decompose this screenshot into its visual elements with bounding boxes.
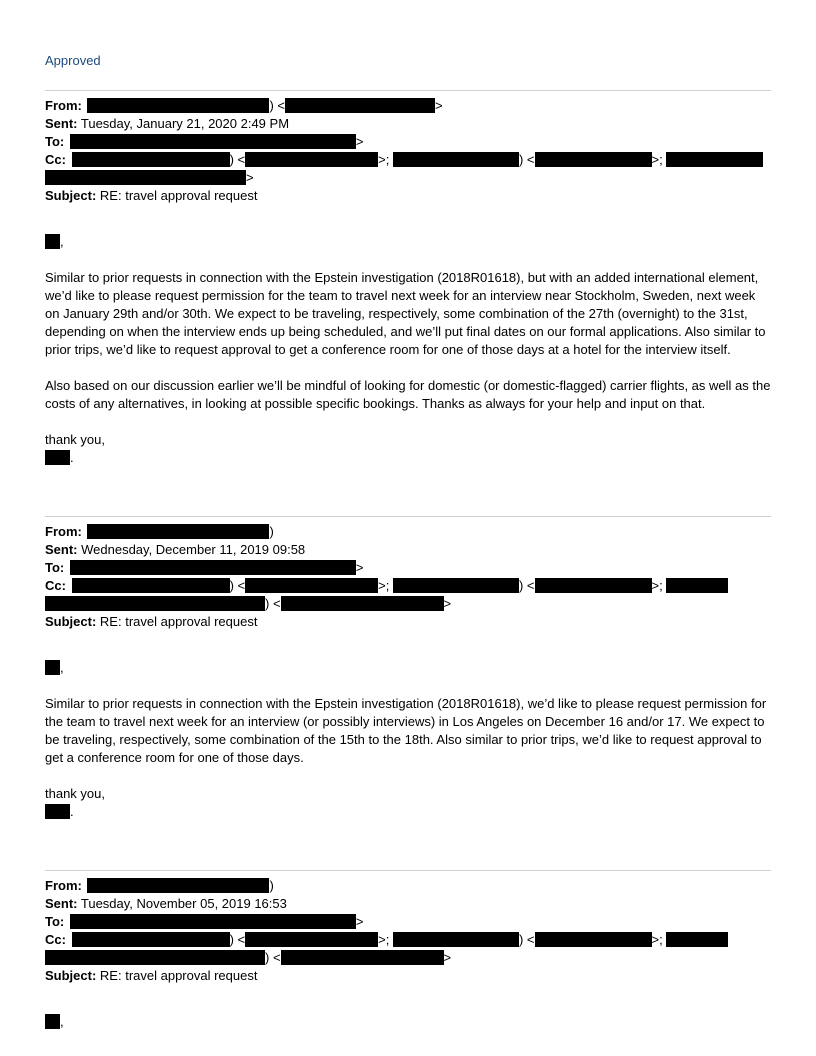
to-label: To: — [45, 914, 65, 929]
body-paragraph: Also based on our discussion earlier we’ll be mindful of looking for domestic (or domestic-flagged) carrier flights, as well as the costs of any alternatives, in looking at possible specific bookings. Thanks as always for your help and input on that. — [45, 378, 771, 411]
to-line — [45, 133, 771, 151]
redaction-block — [393, 152, 519, 167]
to-line — [45, 559, 771, 577]
punctuation: > — [355, 134, 364, 149]
redaction-block — [87, 878, 269, 893]
subject-text: RE: travel approval request — [99, 614, 258, 629]
greeting — [45, 233, 771, 251]
redaction-block — [45, 950, 265, 965]
redaction-block — [535, 932, 652, 947]
redaction-block — [72, 152, 230, 167]
redaction-block — [393, 578, 519, 593]
punctuation: > — [443, 596, 452, 611]
punctuation: >; — [378, 152, 390, 167]
punctuation: > — [355, 914, 364, 929]
signature — [45, 803, 771, 821]
sent-label: Sent: — [45, 116, 78, 131]
message-divider — [45, 870, 771, 871]
redaction-block — [87, 524, 269, 539]
sent-date: Tuesday, November 05, 2019 16:53 — [80, 896, 287, 911]
sent-line — [45, 115, 771, 133]
punctuation: . — [70, 450, 74, 465]
message-divider — [45, 516, 771, 517]
punctuation: ) < — [269, 98, 286, 113]
punctuation: > — [246, 170, 254, 185]
sent-line — [45, 895, 771, 913]
closing: thank you, — [45, 786, 105, 801]
punctuation: > — [443, 950, 452, 965]
punctuation: ) < — [229, 152, 246, 167]
from-label: From: — [45, 524, 82, 539]
sent-label: Sent: — [45, 542, 78, 557]
sent-label: Sent: — [45, 896, 78, 911]
punctuation: ) < — [518, 152, 535, 167]
redaction-block — [535, 152, 652, 167]
closing: thank you, — [45, 432, 105, 447]
redaction-block — [45, 450, 70, 465]
punctuation: . — [70, 804, 74, 819]
punctuation: ) < — [229, 578, 246, 593]
subject-label: Subject: — [45, 614, 97, 629]
approved-note: Approved — [45, 53, 101, 68]
body-paragraph: Similar to prior requests in connection with the Epstein investigation (2018R01618), we’d like to please request permission for the team to travel next week for an interview (or possibly interviews) in Los Angeles on December 16 and/or 17. We expect to be traveling, respectively, some combination of the 15th to the 18th. Also similar to prior trips, we’d like to request approval to get a conference room for one of those days. — [45, 696, 767, 765]
redaction-block — [281, 950, 444, 965]
document-page — [45, 52, 771, 1031]
redaction-block — [87, 98, 269, 113]
redaction-block — [666, 932, 728, 947]
punctuation: >; — [378, 578, 390, 593]
redaction-block — [245, 152, 378, 167]
subject-label: Subject: — [45, 188, 97, 203]
punctuation: > — [355, 560, 364, 575]
cc-label: Cc: — [45, 578, 66, 593]
greeting — [45, 1013, 771, 1031]
cc-line-continued — [45, 595, 771, 613]
redaction-block — [245, 578, 378, 593]
subject-text: RE: travel approval request — [99, 188, 258, 203]
subject-line — [45, 613, 771, 631]
redaction-block — [666, 152, 763, 167]
redaction-block — [70, 560, 356, 575]
sent-date: Wednesday, December 11, 2019 09:58 — [81, 542, 306, 557]
punctuation: , — [60, 234, 64, 249]
redaction-block — [535, 578, 652, 593]
from-label: From: — [45, 98, 82, 113]
cc-label: Cc: — [45, 932, 66, 947]
cc-line — [45, 577, 771, 595]
redaction-block — [245, 932, 378, 947]
cc-label: Cc: — [45, 152, 66, 167]
redaction-block — [45, 596, 265, 611]
email-message-1 — [45, 90, 771, 467]
from-label: From: — [45, 878, 82, 893]
message-divider — [45, 90, 771, 91]
punctuation: , — [60, 660, 64, 675]
punctuation: ) < — [265, 596, 281, 611]
email-message-3 — [45, 870, 771, 1031]
greeting — [45, 659, 771, 677]
punctuation: >; — [651, 932, 663, 947]
cc-line-continued — [45, 169, 771, 187]
cc-line-continued — [45, 949, 771, 967]
cc-line — [45, 931, 771, 949]
punctuation: > — [435, 98, 443, 113]
punctuation: ) < — [518, 932, 535, 947]
punctuation: ) — [269, 524, 274, 539]
subject-line — [45, 187, 771, 205]
redaction-block — [70, 914, 356, 929]
redaction-block — [45, 1014, 60, 1029]
punctuation: ) — [269, 878, 274, 893]
redaction-block — [72, 578, 230, 593]
punctuation: , — [60, 1014, 64, 1029]
redaction-block — [285, 98, 435, 113]
punctuation: >; — [651, 578, 663, 593]
from-line — [45, 877, 771, 895]
redaction-block — [70, 134, 356, 149]
redaction-block — [72, 932, 230, 947]
cc-line — [45, 151, 771, 169]
punctuation: >; — [651, 152, 663, 167]
sent-date: Tuesday, January 21, 2020 2:49 PM — [80, 116, 290, 131]
punctuation: >; — [378, 932, 390, 947]
signature — [45, 449, 771, 467]
redaction-block — [45, 660, 60, 675]
email-message-2 — [45, 516, 771, 821]
punctuation: ) < — [265, 950, 281, 965]
from-line — [45, 97, 771, 115]
subject-line — [45, 967, 771, 985]
to-label: To: — [45, 560, 65, 575]
to-line — [45, 913, 771, 931]
subject-text: RE: travel approval request — [99, 968, 258, 983]
punctuation: ) < — [518, 578, 535, 593]
subject-label: Subject: — [45, 968, 97, 983]
from-line — [45, 523, 771, 541]
redaction-block — [45, 804, 70, 819]
redaction-block — [45, 234, 60, 249]
to-label: To: — [45, 134, 65, 149]
redaction-block — [281, 596, 444, 611]
punctuation: ) < — [229, 932, 246, 947]
redaction-block — [45, 170, 246, 185]
sent-line — [45, 541, 771, 559]
redaction-block — [666, 578, 728, 593]
redaction-block — [393, 932, 519, 947]
body-paragraph: Similar to prior requests in connection with the Epstein investigation (2018R01618), but with an added international element, we’d like to please request permission for the team to travel next week for an interview near Stockholm, Sweden, next week on January 29th and/or 30th. We expect to be traveling, respectively, some combination of the 27th (overnight) to the 31st, depending on when the interview ends up being scheduled, and we’ll put final dates on our formal applications. Also similar to prior trips, we’d like to request approval to get a conference room for one of those days at a hotel for the interview itself. — [45, 270, 766, 357]
